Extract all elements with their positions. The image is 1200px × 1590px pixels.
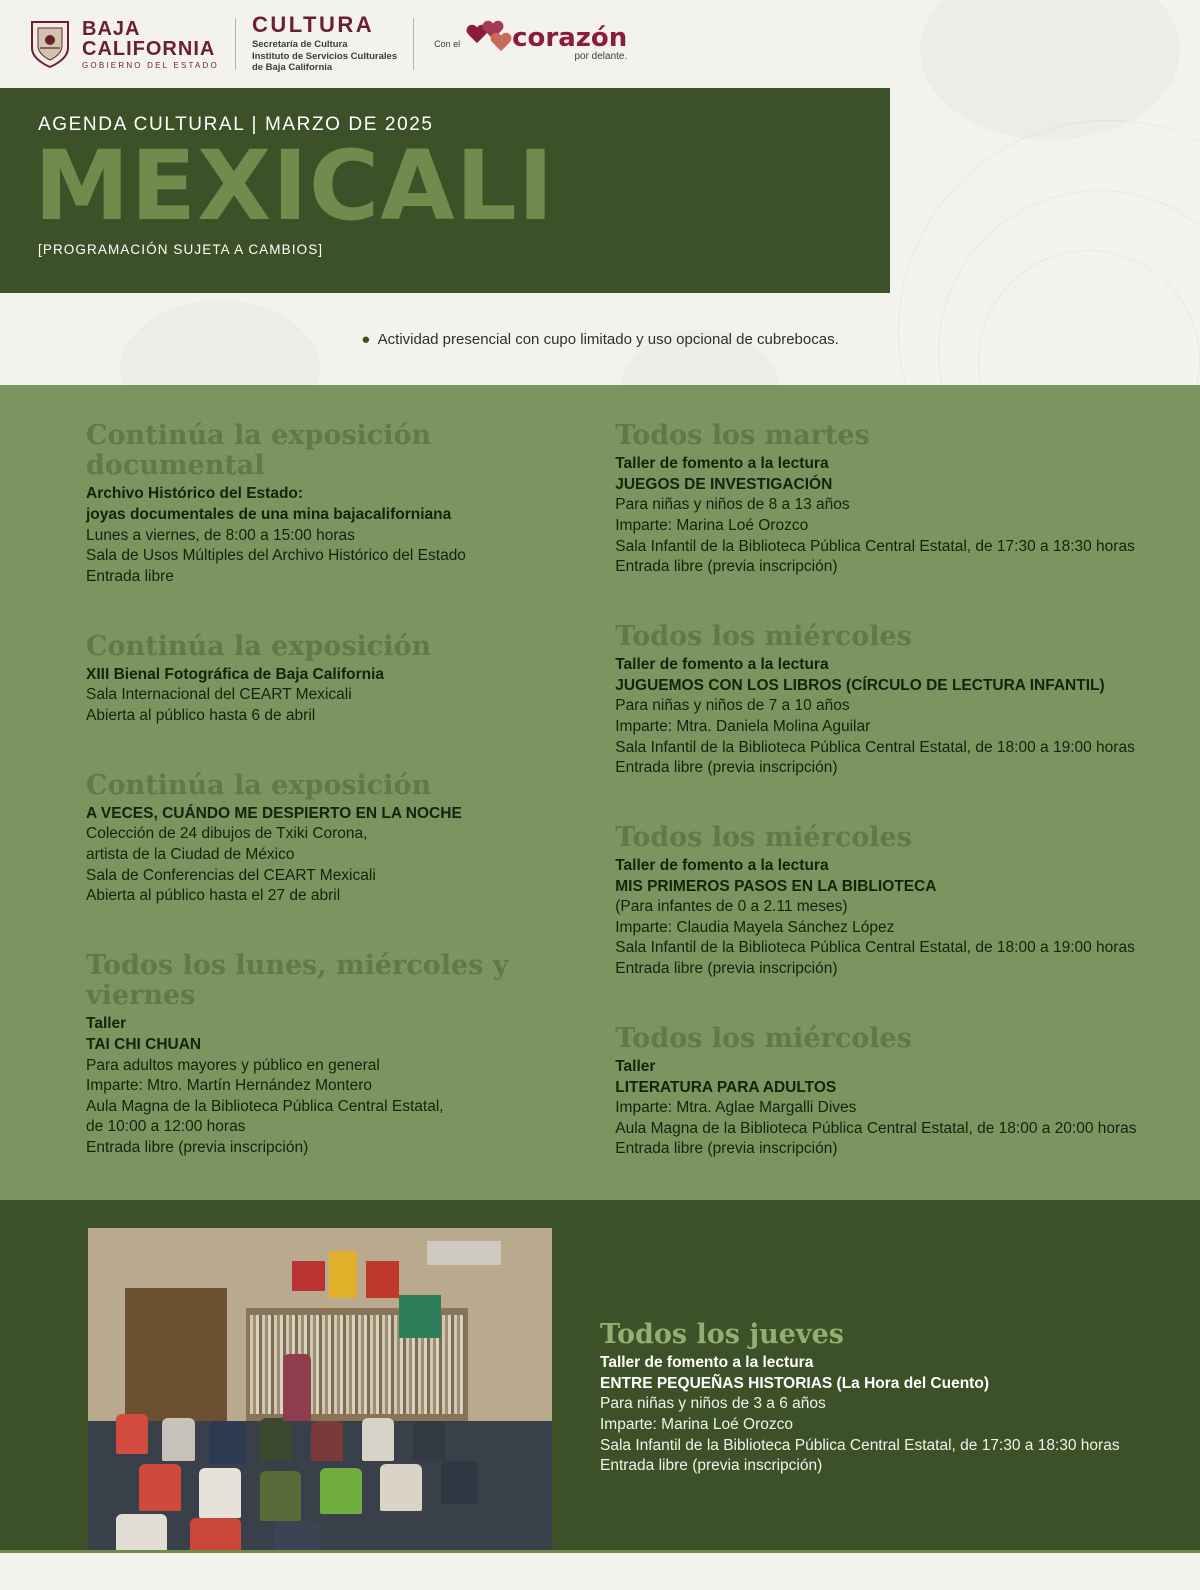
events-column-left — [52, 421, 593, 1160]
brand-cultura — [251, 11, 398, 75]
event-line: Sala Infantil de la Biblioteca Pública Central Estatal, de 18:00 a 19:00 horas — [615, 738, 1135, 756]
event-line: (Para infantes de 0 a 2.11 meses) — [615, 898, 848, 916]
featured-event-line: Para niñas y niños de 3 a 6 años — [600, 1395, 826, 1413]
footer-rule — [0, 1550, 1200, 1553]
event-item — [86, 771, 583, 907]
event-line: Sala de Conferencias del CEART Mexicali — [86, 866, 376, 884]
event-item — [615, 622, 1148, 779]
event-line: Entrada libre (previa inscripción) — [615, 960, 838, 978]
event-line: joyas documentales de una mina bajacaliforniana — [86, 506, 452, 524]
event-line: Para niñas y niños de 7 a 10 años — [615, 697, 850, 715]
event-line: Entrada libre (previa inscripción) — [615, 759, 838, 777]
library-story-hour-photo — [88, 1228, 552, 1561]
corazon-post-text: por delante. — [574, 50, 628, 62]
events-panel — [0, 385, 1200, 1200]
cultura-sub-line2: Instituto de Servicios Culturales — [251, 50, 398, 62]
event-item — [615, 823, 1148, 980]
event-line: TAI CHI CHUAN — [86, 1035, 202, 1053]
event-line: Sala Infantil de la Biblioteca Pública Central Estatal, de 18:00 a 19:00 horas — [615, 939, 1135, 957]
event-line: Entrada libre (previa inscripción) — [86, 1138, 309, 1156]
event-line: de 10:00 a 12:00 horas — [86, 1118, 246, 1136]
bullet-icon: ● — [361, 330, 371, 348]
featured-event-heading: Todos los jueves — [600, 1318, 845, 1350]
baja-california-crest-icon — [28, 18, 72, 70]
event-heading: Todos los lunes, miércoles y viernes — [86, 949, 509, 1012]
event-line: Sala Infantil de la Biblioteca Pública Central Estatal, de 17:30 a 18:30 horas — [615, 537, 1135, 555]
event-line: Abierta al público hasta el 27 de abril — [86, 887, 341, 905]
event-line: artista de la Ciudad de México — [86, 846, 295, 864]
hero-disclaimer: [PROGRAMACIÓN SUJETA A CAMBIOS] — [38, 241, 324, 257]
hero-section — [0, 88, 1200, 293]
event-heading: Todos los miércoles — [615, 821, 912, 853]
event-line: Imparte: Claudia Mayela Sánchez López — [615, 918, 895, 936]
city-title: MEXICALI — [34, 130, 555, 242]
featured-event-line: Imparte: Marina Loé Orozco — [600, 1416, 793, 1434]
event-heading: Continúa la exposición — [86, 630, 432, 662]
event-line: Entrada libre (previa inscripción) — [615, 558, 838, 576]
event-line: Abierta al público hasta 6 de abril — [86, 706, 316, 724]
event-heading: Todos los martes — [615, 420, 870, 451]
event-line: LITERATURA PARA ADULTOS — [615, 1078, 837, 1096]
event-line: Lunes a viernes, de 8:00 a 15:00 horas — [86, 526, 355, 544]
brand-divider-1 — [235, 18, 236, 70]
event-line: Imparte: Mtra. Aglae Margalli Dives — [615, 1099, 857, 1117]
featured-event-line: Sala Infantil de la Biblioteca Pública Central Estatal, de 17:30 a 18:30 horas — [600, 1436, 1120, 1454]
corazon-word: corazón — [512, 23, 628, 54]
event-heading: Continúa la exposición documental — [86, 420, 432, 482]
brand-baja-california — [82, 19, 219, 70]
event-item — [615, 421, 1148, 578]
event-line: Sala de Usos Múltiples del Archivo Histórico del Estado — [86, 547, 466, 565]
events-column-right — [607, 421, 1148, 1160]
event-line: Taller — [615, 1057, 656, 1075]
cultura-sub-line3: de Baja California — [251, 62, 333, 74]
notice-strip — [0, 293, 1200, 385]
cultura-title: CULTURA — [251, 11, 375, 37]
featured-event-lines — [600, 1353, 1120, 1477]
brand-con-el-corazon — [434, 21, 627, 67]
event-line: Entrada libre (previa inscripción) — [615, 1140, 838, 1158]
event-line: Taller de fomento a la lectura — [615, 656, 829, 674]
notice-text: Actividad presencial con cupo limitado y uso opcional de cubrebocas. — [377, 330, 839, 348]
event-line: Imparte: Marina Loé Orozco — [615, 517, 809, 535]
brand-bc-line1: BAJA — [82, 17, 141, 40]
featured-section — [0, 1200, 1200, 1590]
featured-event — [600, 1320, 1120, 1477]
hero-banner — [0, 88, 890, 293]
event-item — [86, 421, 583, 588]
brand-header — [0, 0, 1200, 88]
featured-event-line: ENTRE PEQUEÑAS HISTORIAS (La Hora del Cuento) — [600, 1374, 989, 1392]
footer-strip — [0, 1550, 1200, 1590]
event-line: Colección de 24 dibujos de Txiki Corona, — [86, 825, 368, 843]
event-heading: Continúa la exposición — [86, 769, 432, 801]
event-line: Aula Magna de la Biblioteca Pública Central Estatal, de 18:00 a 20:00 horas — [615, 1119, 1137, 1137]
event-heading: Todos los miércoles — [615, 1022, 912, 1054]
event-heading: Todos los miércoles — [615, 620, 912, 652]
event-line: Para adultos mayores y público en general — [86, 1056, 380, 1074]
event-item — [86, 632, 583, 727]
event-line: Imparte: Mtra. Daniela Molina Aguilar — [615, 717, 871, 735]
event-line: JUEGOS DE INVESTIGACIÓN — [615, 475, 833, 493]
event-line: A VECES, CUÁNDO ME DESPIERTO EN LA NOCHE — [86, 804, 462, 822]
event-line: MIS PRIMEROS PASOS EN LA BIBLIOTECA — [615, 877, 937, 895]
event-line: Taller de fomento a la lectura — [615, 857, 829, 875]
event-item — [86, 951, 583, 1159]
event-line: Taller — [86, 1015, 127, 1033]
event-line: Para niñas y niños de 8 a 13 años — [615, 496, 850, 514]
event-line: Entrada libre — [86, 567, 174, 585]
brand-bc-line2: CALIFORNIA — [82, 37, 216, 60]
event-line: Imparte: Mtro. Martín Hernández Montero — [86, 1077, 373, 1095]
agenda-kicker: AGENDA CULTURAL | MARZO DE 2025 — [38, 114, 434, 135]
brand-divider-2 — [413, 18, 414, 70]
featured-event-line: Taller de fomento a la lectura — [600, 1354, 814, 1372]
cultura-sub-line1: Secretaría de Cultura — [251, 38, 348, 50]
event-line: Taller de fomento a la lectura — [615, 455, 829, 473]
event-line: JUGUEMOS CON LOS LIBROS (CÍRCULO DE LECTURA INFANTIL) — [615, 676, 1105, 694]
corazon-pre-text: Con el — [434, 39, 461, 49]
featured-event-line: Entrada libre (previa inscripción) — [600, 1457, 823, 1475]
event-line: Aula Magna de la Biblioteca Pública Central Estatal, — [86, 1097, 444, 1115]
event-line: Archivo Histórico del Estado: — [86, 485, 304, 503]
brand-bc-line3: GOBIERNO DEL ESTADO — [82, 60, 219, 70]
event-line: XIII Bienal Fotográfica de Baja California — [86, 665, 385, 683]
event-item — [615, 1024, 1148, 1160]
event-line: Sala Internacional del CEART Mexicali — [86, 686, 352, 704]
